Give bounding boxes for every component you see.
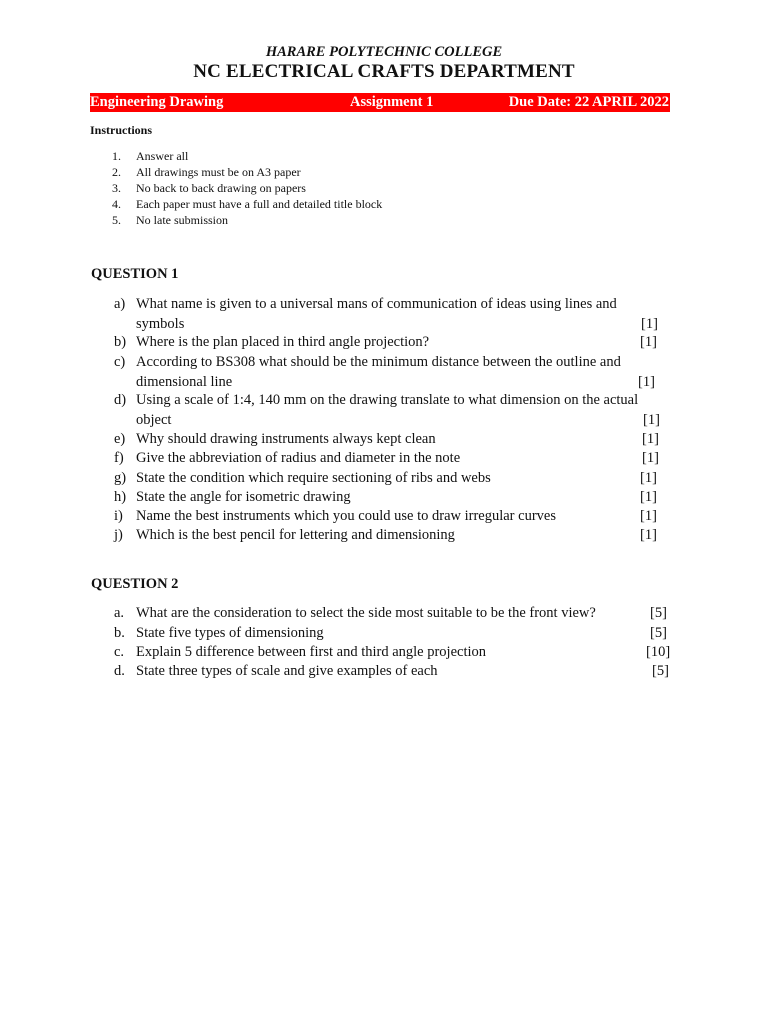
subject-label: Engineering Drawing	[90, 94, 224, 110]
item-label: b)	[114, 334, 127, 350]
item-text: Why should drawing instruments always kept clean	[136, 431, 436, 447]
item-text: According to BS308 what should be the minimum distance between the outline and	[136, 354, 621, 370]
item-text: State the condition which require sectioning of ribs and webs	[136, 470, 491, 486]
item-label: d.	[114, 663, 125, 679]
mark: [1]	[642, 450, 659, 466]
item-label: c)	[114, 354, 126, 370]
mark: [5]	[650, 625, 667, 641]
instruction-number: 3.	[112, 181, 121, 195]
question-1-heading: QUESTION 1	[91, 266, 179, 282]
due-date-label: Due Date: 22 APRIL 2022	[508, 94, 669, 110]
item-label: b.	[114, 625, 125, 641]
instruction-number: 1.	[112, 149, 121, 163]
mark: [1]	[640, 527, 657, 543]
instruction-text: All drawings must be on A3 paper	[136, 165, 301, 179]
instruction-number: 4.	[112, 197, 121, 211]
instruction-text: No back to back drawing on papers	[136, 181, 306, 195]
instructions-heading: Instructions	[90, 123, 153, 137]
instruction-text: Each paper must have a full and detailed title block	[136, 197, 383, 211]
item-text: Which is the best pencil for lettering and dimensioning	[136, 527, 455, 543]
item-label: f)	[114, 450, 124, 466]
item-label: d)	[114, 392, 127, 408]
item-text: Give the abbreviation of radius and diameter in the note	[136, 450, 461, 466]
mark: [1]	[640, 334, 657, 350]
item-label: j)	[114, 527, 123, 543]
item-text: State five types of dimensioning	[136, 625, 324, 641]
item-label: g)	[114, 470, 127, 486]
item-text: Name the best instruments which you could use to draw irregular curves	[136, 508, 556, 524]
instruction-text: No late submission	[136, 213, 228, 227]
mark: [1]	[640, 470, 657, 486]
mark: [5]	[650, 605, 667, 621]
mark: [1]	[641, 316, 658, 332]
mark: [1]	[640, 508, 657, 524]
instruction-number: 5.	[112, 213, 121, 227]
mark: [10]	[646, 644, 671, 660]
item-label: c.	[114, 644, 125, 660]
department-title: NC ELECTRICAL CRAFTS DEPARTMENT	[193, 61, 575, 82]
item-label: e)	[114, 431, 126, 447]
item-label: i)	[114, 508, 123, 524]
item-text: Explain 5 difference between first and third angle projection	[136, 644, 487, 660]
instruction-number: 2.	[112, 165, 121, 179]
mark: [1]	[638, 374, 655, 390]
item-text: Using a scale of 1:4, 140 mm on the drawing translate to what dimension on the actual	[136, 392, 639, 408]
instruction-text: Answer all	[136, 149, 189, 163]
item-label: a.	[114, 605, 125, 621]
question-item-continuation: dimensional line	[136, 374, 233, 390]
question-2-heading: QUESTION 2	[91, 576, 179, 592]
mark: [5]	[652, 663, 669, 679]
item-text: What are the consideration to select the side most suitable to be the front view?	[136, 605, 596, 621]
item-text: State the angle for isometric drawing	[136, 489, 351, 505]
mark: [1]	[640, 489, 657, 505]
assignment-label: Assignment 1	[350, 94, 434, 110]
item-label: a)	[114, 296, 126, 312]
item-text: Where is the plan placed in third angle projection?	[136, 334, 430, 350]
item-text: State three types of scale and give examples of each	[136, 663, 438, 679]
mark: [1]	[642, 431, 659, 447]
mark: [1]	[643, 412, 660, 428]
question-item-continuation: object	[136, 412, 172, 428]
college-name: HARARE POLYTECHNIC COLLEGE	[265, 44, 503, 60]
course-info-bar	[90, 93, 670, 112]
item-text: What name is given to a universal mans of communication of ideas using lines and	[136, 296, 617, 312]
item-label: h)	[114, 489, 127, 505]
question-item-continuation: symbols	[136, 316, 185, 332]
